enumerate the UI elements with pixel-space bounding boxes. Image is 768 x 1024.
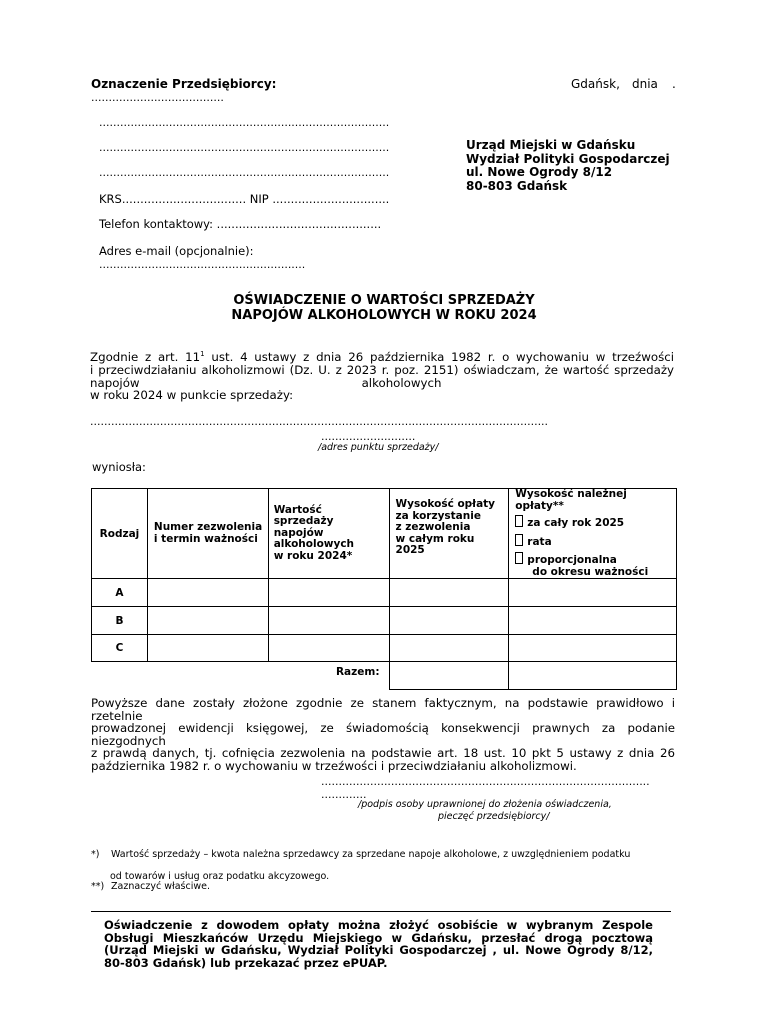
col-header-type: Rodzaj xyxy=(92,489,148,579)
col-header-fee: Wysokość opłaty za korzystanie z zezwolenia w całym roku 2025 xyxy=(389,489,509,579)
notice-divider xyxy=(91,911,671,912)
entrepreneur-line-1[interactable]: ................................................................................... xyxy=(99,116,390,129)
cell-due-b[interactable] xyxy=(509,607,677,635)
date-label: dnia xyxy=(632,77,658,91)
footnote-1-text: Wartość sprzedaży – kwota należna sprzedawcy za sprzedane napoje alkoholowe, z uwzględnieniem podatku xyxy=(111,849,631,860)
signature-field-cont[interactable]: ............. xyxy=(321,788,367,801)
table-row xyxy=(92,579,677,607)
recipient-line-4: 80-803 Gdańsk xyxy=(466,178,568,193)
footnote-1-cont: od towarów i usług oraz podatku akcyzowego. xyxy=(110,871,330,882)
signature-caption-2: pieczęć przedsiębiorcy/ xyxy=(438,811,550,822)
notice-line-3: (Urząd Miejski w Gdańsku, Wydział Polityki Gospodarczej , ul. Nowe Ogrody 8/12, xyxy=(104,943,653,958)
intro-paragraph xyxy=(90,348,674,402)
sale-point-address-field-cont[interactable]: ........................... xyxy=(321,430,416,443)
intro-line-2: i przeciwdziałaniu alkoholizmowi (Dz. U. z 2023 r. poz. 2151) oświadczam, że wartość sprzedaży xyxy=(90,362,674,377)
cell-permit-c[interactable] xyxy=(147,635,268,662)
cell-fee-b[interactable] xyxy=(389,607,509,635)
col-header-value: Wartość sprzedaży napojów alkoholowych w roku 2024* xyxy=(268,489,389,579)
intro-line-1: Zgodnie z art. $11^1$ ust. 4 ustawy z dnia 26 października 1982 r. o wychowaniu w trzeźwości xyxy=(90,349,674,364)
declaration-paragraph xyxy=(91,697,675,773)
notice-line-2: Obsługi Mieszkańców Urzędu Miejskiego w Gdańsku, przesłać drogą pocztową xyxy=(104,930,653,945)
row-label-c: C xyxy=(92,635,148,662)
cell-permit-b[interactable] xyxy=(147,607,268,635)
email-label: Adres e-mail (opcjonalnie): xyxy=(99,244,254,258)
declaration-line-2: prowadzonej ewidencji księgowej, ze świadomością konsekwencji prawnych za podanie xyxy=(91,721,675,736)
table-row xyxy=(92,635,677,662)
sale-point-address-field[interactable]: ................................................................................................................................... xyxy=(90,415,549,428)
entrepreneur-dots[interactable]: ...................................... xyxy=(91,91,224,104)
declaration-line-5: października 1982 r. o wychowaniu w trzeźwości i przeciwdziałaniu alkoholizmowi. xyxy=(91,758,577,773)
signature-field[interactable]: .............................................................................................. xyxy=(321,775,650,788)
recipient-address xyxy=(466,139,670,193)
option-proportional[interactable]: proporcjonalna xyxy=(515,552,676,567)
entrepreneur-line-3[interactable]: ................................................................................... xyxy=(99,166,390,179)
cell-value-c[interactable] xyxy=(268,635,389,662)
table-row xyxy=(92,607,677,635)
checkbox-icon[interactable] xyxy=(515,552,523,564)
notice-line-1: Oświadczenie z dowodem opłaty można złożyć osobiście w wybranym Zespole xyxy=(104,918,653,932)
title-line-1: OŚWIADCZENIE O WARTOŚCI SPRZEDAŻY xyxy=(233,293,535,308)
amounted-label: wyniosła: xyxy=(92,460,146,474)
intro-line-3: napojów alkoholowych xyxy=(90,375,442,390)
row-label-b: B xyxy=(92,607,148,635)
recipient-line-3: ul. Nowe Ogrody 8/12 xyxy=(466,165,613,179)
signature-caption-1: /podpis osoby uprawnionej do złożenia oświadczenia, xyxy=(358,799,612,810)
date-dot: . xyxy=(672,77,676,91)
city: Gdańsk, xyxy=(571,77,620,91)
declaration-line-4: z prawdą danych, tj. cofnięcia zezwolenia na podstawie art. 18 ust. 10 pkt 5 ustawy z dnia 26 xyxy=(91,746,675,761)
option-validity-text: do okresu ważności xyxy=(532,565,649,578)
cell-fee-a[interactable] xyxy=(389,579,509,607)
cell-due-a[interactable] xyxy=(509,579,677,607)
phone-field[interactable]: Telefon kontaktowy: ............................................. xyxy=(99,217,382,231)
entrepreneur-label: Oznaczenie Przedsiębiorcy: xyxy=(91,77,277,91)
entrepreneur-line-2[interactable]: ................................................................................... xyxy=(99,141,390,154)
table-total-row xyxy=(92,662,677,690)
submission-notice xyxy=(104,919,653,969)
recipient-line-1: Urząd Miejski w Gdańsku xyxy=(466,138,636,152)
sales-value-table xyxy=(91,488,677,690)
notice-line-4: 80-803 Gdańsk) lub przekazać przez ePUAP. xyxy=(104,955,388,970)
intro-line-4: w roku 2024 w punkcie sprzedaży: xyxy=(90,388,294,403)
cell-total-fee[interactable] xyxy=(389,662,509,690)
cell-permit-a[interactable] xyxy=(147,579,268,607)
krs-nip-fields[interactable]: KRS.................................. NIP ................................ xyxy=(99,192,390,206)
checkbox-icon[interactable] xyxy=(515,515,523,527)
cell-due-c[interactable] xyxy=(509,635,677,662)
page-title xyxy=(0,293,768,323)
address-caption: /adres punktu sprzedaży/ xyxy=(318,442,439,453)
col-header-permit: Numer zezwolenia i termin ważności xyxy=(147,489,268,579)
declaration-line-1: Powyższe dane zostały złożone zgodnie ze stanem faktycznym, na podstawie prawidłowo i rzetelnie xyxy=(91,696,675,723)
row-label-a: A xyxy=(92,579,148,607)
table-header-row xyxy=(92,489,677,579)
cell-fee-c[interactable] xyxy=(389,635,509,662)
checkbox-icon[interactable] xyxy=(515,534,523,546)
title-line-2: NAPOJÓW ALKOHOLOWYCH W ROKU 2024 xyxy=(231,308,537,323)
footnote-2-mark: **) xyxy=(91,881,105,892)
footnote-2-text: Zaznaczyć właściwe. xyxy=(111,881,210,892)
recipient-line-2: Wydział Polityki Gospodarczej xyxy=(466,151,670,166)
email-field[interactable]: ........................................................... xyxy=(99,258,306,271)
declaration-line-3: niezgodnych xyxy=(91,733,166,748)
option-installment[interactable]: rata xyxy=(515,534,676,549)
col-header-due: Wysokość należnej opłaty** za cały rok 2025 rata proporcjonalna do okresu ważności xyxy=(509,489,677,579)
option-full-year[interactable]: za cały rok 2025 xyxy=(515,515,676,530)
cell-value-a[interactable] xyxy=(268,579,389,607)
cell-value-b[interactable] xyxy=(268,607,389,635)
footnote-1-mark: *) xyxy=(91,849,100,860)
cell-total-due[interactable] xyxy=(509,662,677,690)
total-label: Razem: xyxy=(92,662,390,690)
